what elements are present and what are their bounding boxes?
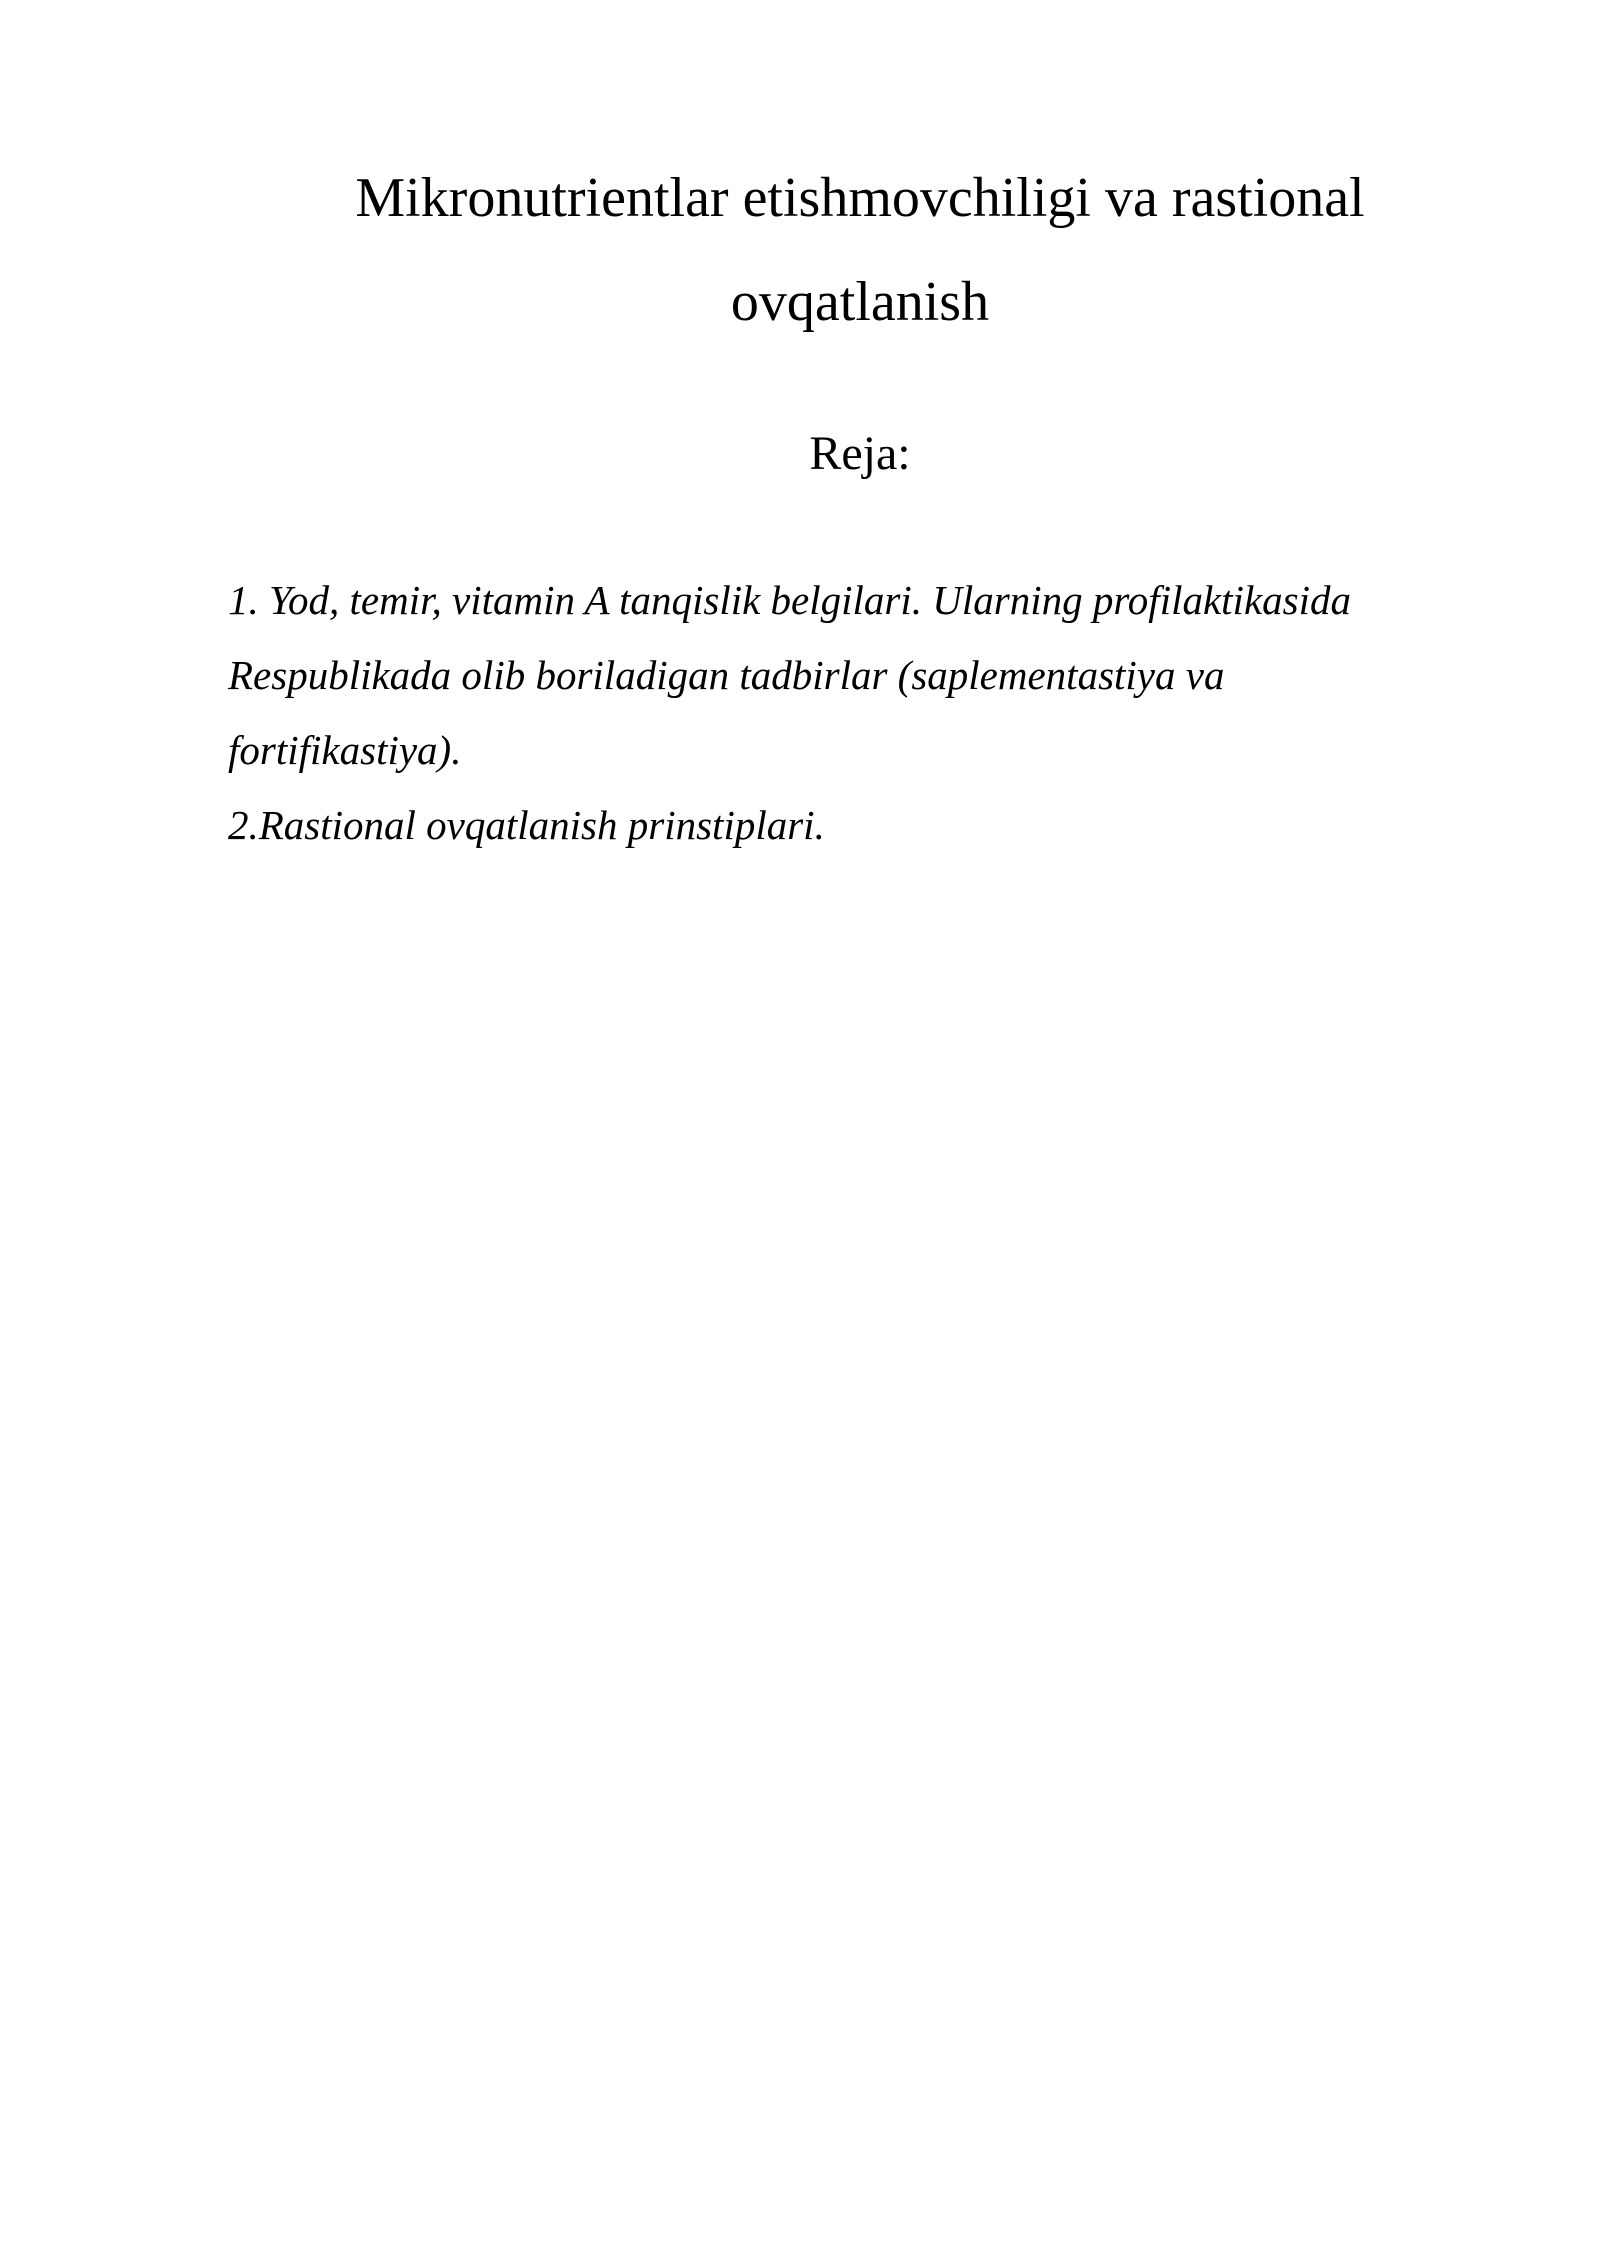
plan-item-1-line-3: fortifikastiya). <box>228 727 462 773</box>
plan-item-1-line-2: Respublikada olib boriladigan tadbirlar (saplementastiya va <box>228 652 1225 698</box>
document-title-line-1: Mikronutrientlar etishmovchiligi va rastional <box>355 167 1365 229</box>
document-title-line-2: ovqatlanish <box>730 271 990 333</box>
document-title <box>300 146 1420 354</box>
plan-heading: Reja: <box>809 427 911 480</box>
plan-item-1-line-1: 1. Yod, temir, vitamin A tanqislik belgilari. Ularning profilaktikasida <box>228 577 1351 623</box>
plan-item-1 <box>228 563 1468 788</box>
plan-list <box>228 563 1468 863</box>
plan-item-2-line-1: 2.Rastional ovqatlanish prinstiplari. <box>228 802 825 848</box>
plan-item-2 <box>228 788 1468 863</box>
